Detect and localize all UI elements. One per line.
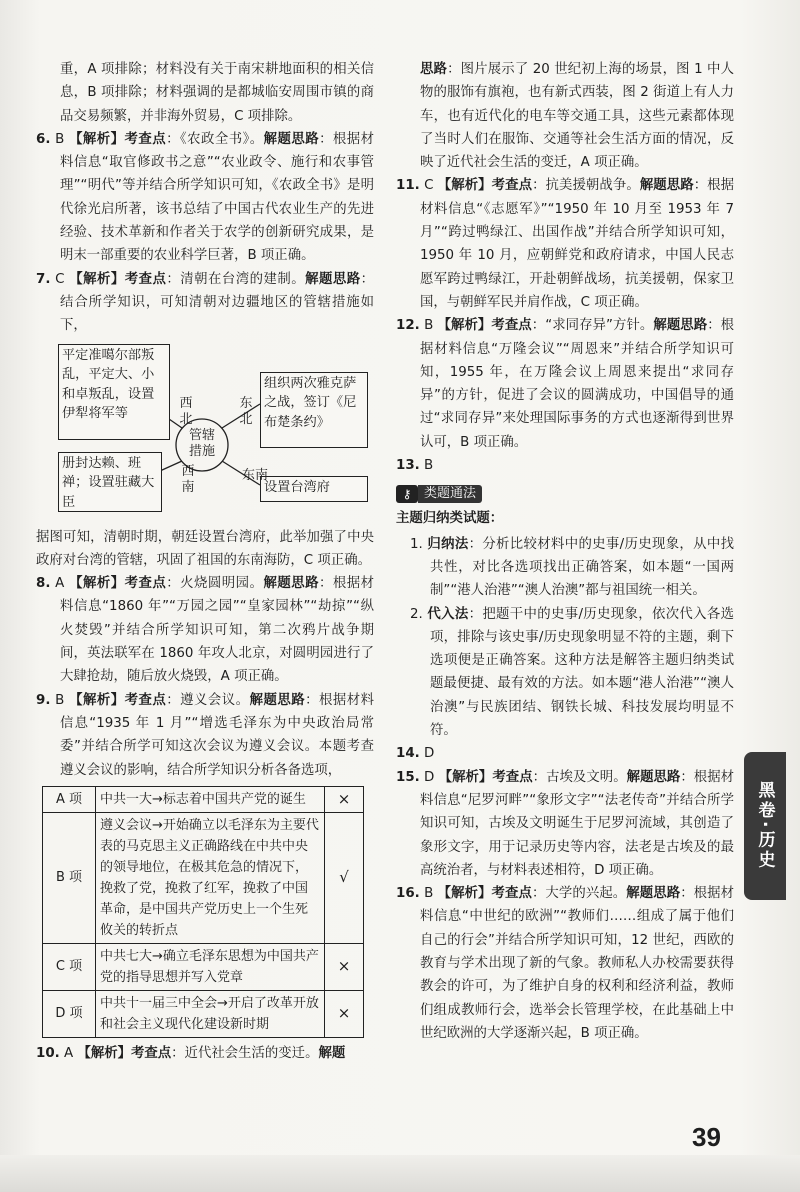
option-mark: × [325,943,364,990]
answer-14: 14. D [396,746,435,762]
option-text: 中共十一届三中全会→开启了改革开放和社会主义现代化建设新时期 [96,990,325,1037]
answer-13: 13. B [396,458,434,474]
label-southwest: 西南 [181,463,195,495]
option-mark: × [325,990,364,1037]
option-label: D 项 [43,990,96,1037]
label-northeast: 东北 [239,395,253,427]
southwest-box: 册封达赖、班禅；设置驻藏大臣 [58,452,162,512]
answer-16: 16. B 【解析】考查点：大学的兴起。解题思路：根据材料信息“中世纪的欧洲”“教师们……组成了属于他们自己的行会”并结合所学知识可知，12 世纪，西欧的教育与学术出现了新的气象。教师私人办校需要获得教会的许可，为了维护自身的权利和经济利益，教师们组成教师行会，选举会长管理学校，在此基础上中世纪欧洲的大学逐渐兴起，B 项正确。 [396,886,735,1041]
subject-side-tab: 黑卷·历史 [744,752,786,900]
option-text: 中共一大→标志着中国共产党的诞生 [96,786,325,812]
northeast-box: 组织两次雅克萨之战，签订《尼布楚条约》 [260,372,368,448]
options-table-row [43,786,364,812]
answer-15: 15. D 【解析】考查点：古埃及文明。解题思路：根据材料信息“尼罗河畔”“象形文字”“法老传奇”并结合所学知识可知，古埃及文明诞生于尼罗河流域，其创造了象形文字，用于记录历史等内容，法老是古埃及的最高统治者，与材料表述相符，D 项正确。 [396,769,735,878]
method-title: 主题归纳类试题： [396,511,504,527]
key-icon: ⚷ [396,485,418,503]
option-label: A 项 [43,786,96,812]
answer-12: 12. B 【解析】考查点：“求同存异”方针。解题思路：根据材料信息“万隆会议”“周恩来”并结合所学知识可知，1955 年，在万隆会议上周恩来提出“求同存异”的方针，促进了会议的圆满成功，中国倡导的通过“求同存异”来处理国际事务的方式也逐渐得到世界认可，B 项正确。 [396,318,735,450]
option-label: B 项 [43,812,96,943]
method-item-1: 1. 归纳法：分析比较材料中的史事/历史现象，从中找共性，对比各选项找出正确答案，如本题“一国两制”“港人治港”“澳人治澳”都与祖国统一相关。 [410,536,735,599]
label-southeast: 东南 [242,467,269,483]
page-bottom-edge [0,1155,800,1192]
option-label: C 项 [43,943,96,990]
jurisdiction-diagram [36,344,374,522]
label-northwest: 西北 [179,395,193,427]
option-text: 遵义会议→开始确立以毛泽东为主要代表的马克思主义正确路线在中共中央的领导地位，在极其危急的情况下，挽救了党，挽救了红军，挽救了中国革命，是中国共产党历史上一个生死攸关的转折点 [96,812,325,943]
answer-10-cont: 思路：图片展示了 20 世纪初上海的场景，图 1 中人物的服饰有旗袍，也有新式西装，图 2 街道上有人力车，也有近代化的电车等交通工具，这些元素都体现了当时人们在服饰、交通等社会生活方面的情况，反映了近代社会生活的变迁，A 项正确。 [420,62,734,171]
options-table-row [43,812,364,943]
northwest-box: 平定准噶尔部叛乱，平定大、小和卓叛乱，设置伊犁将军等 [58,344,170,440]
southeast-box: 设置台湾府 [260,476,368,502]
answer-8: 8. A 【解析】考查点：火烧圆明园。解题思路：根据材料信息“1860 年”“万园之园”“皇家园林”“劫掠”“纵火焚毁”并结合所学知识可知，第二次鸦片战争期间，英法联军在 1860 年攻人北京，对圆明园进行了大肆抢劫，随后放火烧毁，A 项正确。 [36,576,375,685]
answer-11: 11. C 【解析】考查点：抗美援朝战争。解题思路：根据材料信息“《志愿军》”“1950 年 10 月至 1953 年 7 月”“跨过鸭绿江、出国作战”并结合所学知识可知，1950 年 10 月，应朝鲜党和政府请求，中国人民志愿军跨过鸭绿江，开赴朝鲜战场，抗美援朝，保家卫国，与朝鲜军民并肩作战，C 项正确。 [396,178,735,310]
option-mark: × [325,786,364,812]
method-badge: ⚷ 类题通法 [396,485,482,503]
answer-10: 10. A 【解析】考查点：近代社会生活的变迁。解题 [36,1045,346,1061]
options-table-row [43,990,364,1037]
option-mark: √ [325,812,364,943]
answer-9: 9. B 【解析】考查点：遵义会议。解题思路：根据材料信息“1935 年 1 月”“增选毛泽东为中央政治局常委”并结合所学可知这次会议为遵义会议。本题考查遵义会议的影响，结合所学知识分析各备选项， [36,692,375,778]
carryover-text: 重，A 项排除；材料没有关于南宋耕地面积的相关信息，B 项排除；材料强调的是都城临安周围市镇的商品交易频繁，并非海外贸易，C 项排除。 [60,62,374,124]
diagram-center: 管辖措施 [188,427,215,459]
answer-7-conclusion: 据图可知，清朝时期，朝廷设置台湾府，此举加强了中央政府对台湾的管辖，巩固了祖国的东南海防，C 项正确。 [36,529,374,568]
answer-6: 6. B 【解析】考查点：《农政全书》。解题思路：根据材料信息“取官修政书之意”“农业政令、施行和农事管理”“明代”等并结合所学知识可知，《农政全书》是明代徐光启所著，该书总结了中国古代农业生产的先进经验、技术革新和作者关于农学的创新研究成果，是明末一部重要的农业科学巨著，B 项正确。 [36,131,375,264]
method-item-2: 2. 代入法：把题干中的史事/历史现象，依次代入各选项，排除与该史事/历史现象明显不符的主题，剩下选项便是正确答案。这种方法是解答主题归纳类试题最便捷、最有效的方法。如本题“港人治港”“澳人治澳”与民族团结、钢铁长城、科技发展均明显不符。 [410,606,735,739]
options-table-row [43,943,364,990]
page-number: 39 [692,1122,721,1152]
right-column [396,58,734,1045]
options-table [42,786,364,1038]
left-column [36,58,374,1065]
answer-7: 7. C 【解析】考查点：清朝在台湾的建制。解题思路：结合所学知识，可知清朝对边疆地区的管辖措施如下， [36,271,375,334]
option-text: 中共七大→确立毛泽东思想为中国共产党的指导思想并写入党章 [96,943,325,990]
